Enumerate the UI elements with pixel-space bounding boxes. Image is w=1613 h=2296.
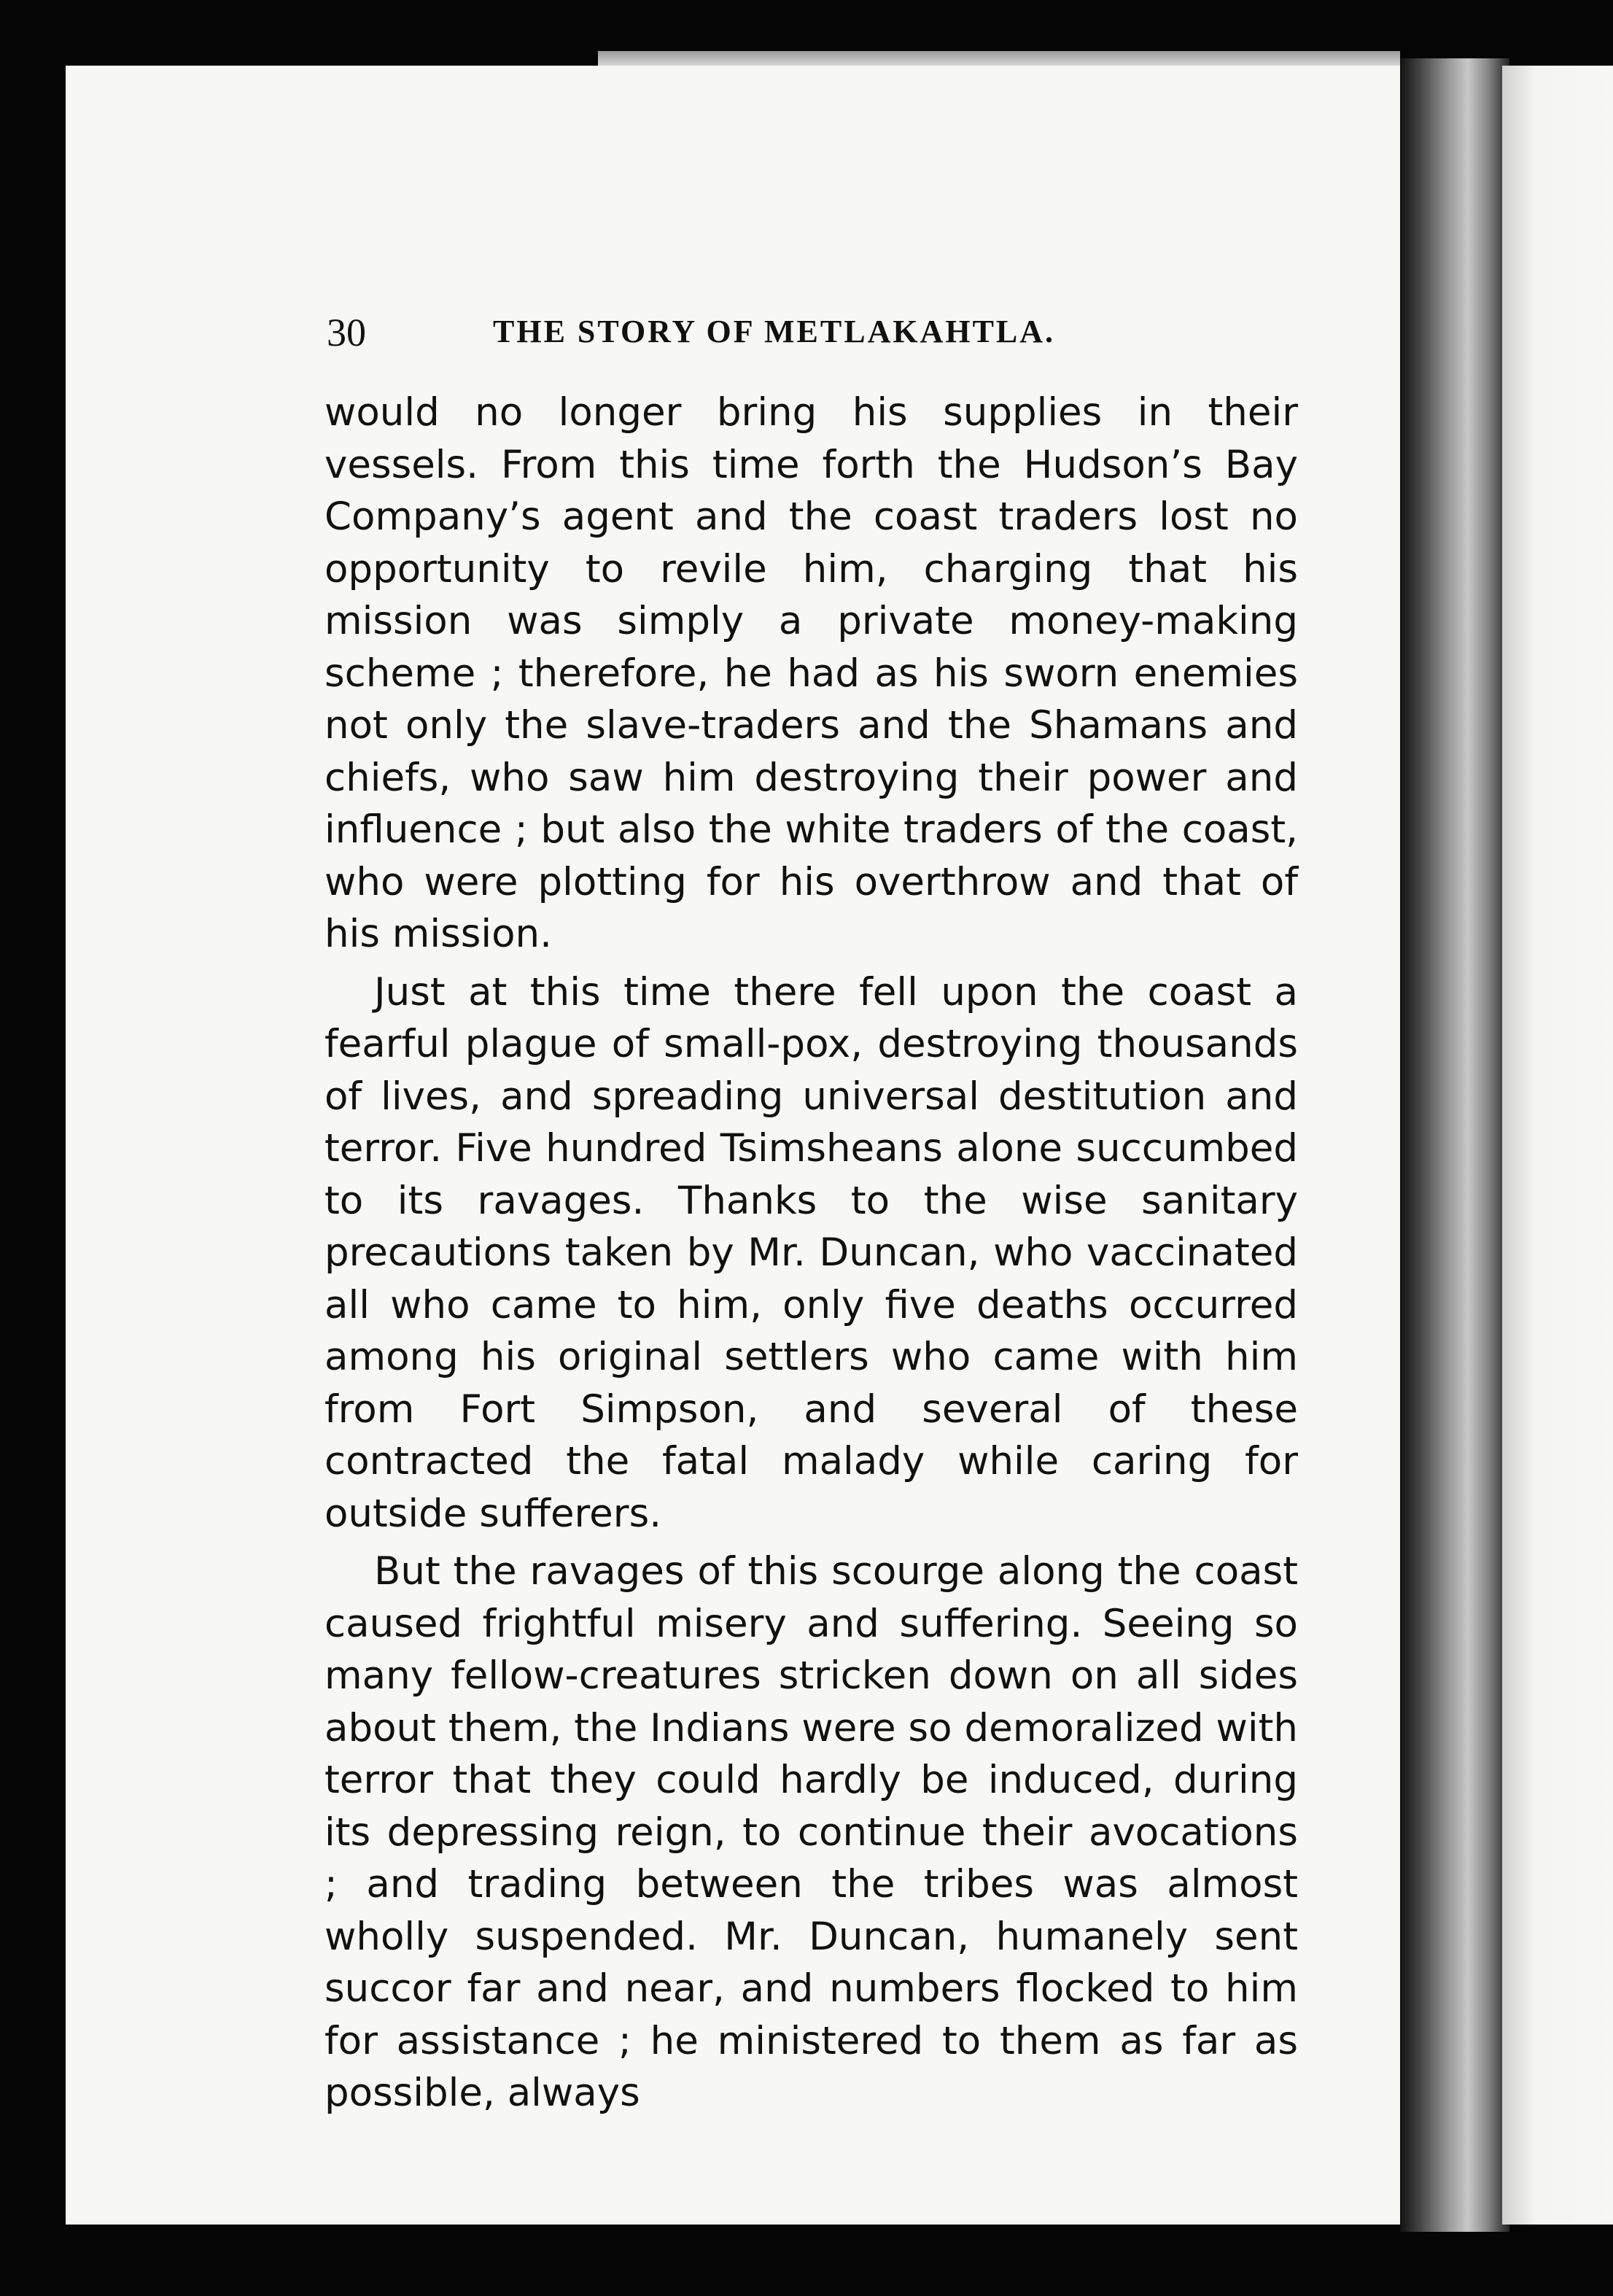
page-gutter-shadow (1400, 58, 1509, 2232)
paragraph: But the ravages of this scourge along the coast caused frightful misery and suffering. Seeing so many fellow-creatures stricken down on all sides about them, the Indians were so demoralized with terror that they could hardly be induced, during its depressing reign, to continue their avocations ; and trading between the tribes was almost wholly suspended. Mr. Duncan, humanely sent succor far and near, and numbers flocked to him for assistance ; he ministered to them as far as possible, always (324, 1549, 1298, 2115)
paragraph: Just at this time there fell upon the coast a fearful plague of small-pox, destroying thousands of lives, and spreading universal destitution and terror. Five hundred Tsimsheans alone succumbed to its ravages. Thanks to the wise sanitary precautions taken by Mr. Duncan, who vaccinated all who came to him, only five deaths occurred among his original settlers who came with him from Fort Simpson, and several of these contracted the fatal malady while caring for outside sufferers. (324, 969, 1298, 1536)
paragraph: would no longer bring his supplies in their vessels. From this time forth the Hudson’s Bay Company’s agent and the coast traders lost no opportunity to revile him, charging that his mission was simply a private money-making scheme ; therefore, he had as his sworn enemies not only the slave-traders and the Shamans and chiefs, who saw him destroying their power and influence ; but also the white traders of the coast, who were plotting for his overthrow and that of his mission. (324, 390, 1298, 956)
body-text (324, 387, 1298, 2119)
page-number: 30 (327, 311, 366, 354)
top-edge-strip (598, 51, 1400, 66)
page-header (327, 310, 1318, 361)
facing-page-edge (1502, 66, 1613, 2225)
running-title: THE STORY OF METLAKAHTLA. (493, 314, 1056, 349)
